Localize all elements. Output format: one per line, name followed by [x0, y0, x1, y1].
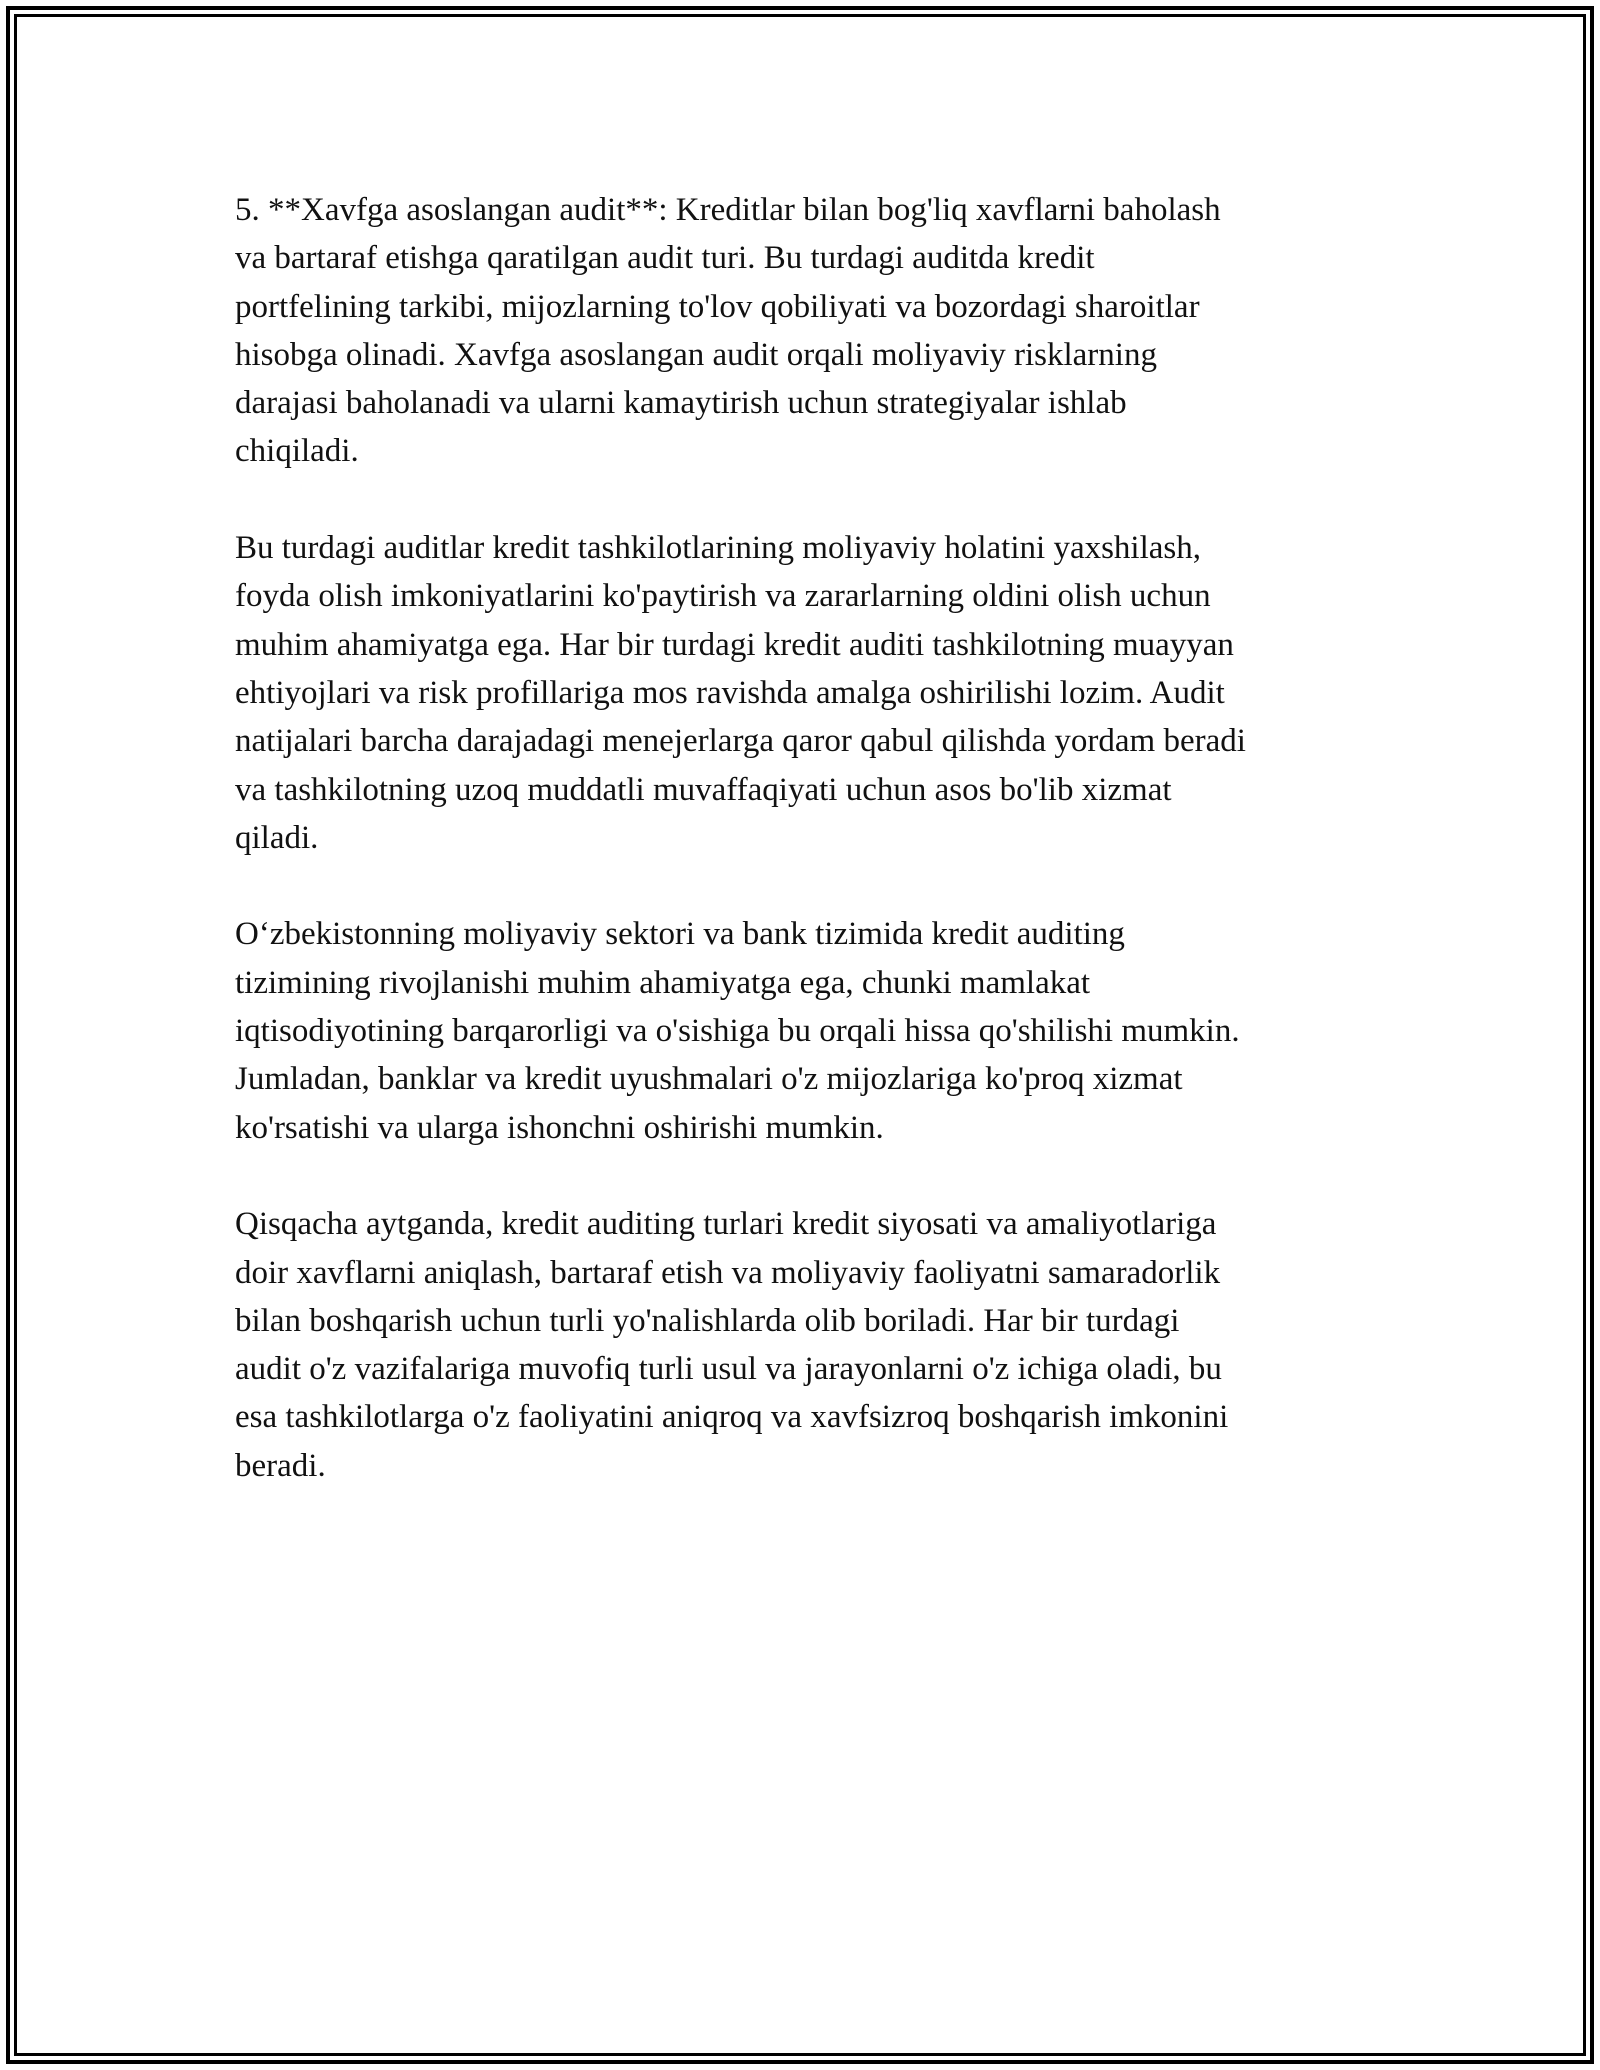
paragraph-risk-based-audit: 5. **Xavfga asoslangan audit**: Kreditlar bilan bog'liq xavflarni baholash va bartaraf etishga qaratilgan audit turi. Bu turdagi auditda kredit portfelining tarkibi, mijozlarning to'lov qobiliyati va bozordagi sharoitlar hisobga olinadi. Xavfga asoslangan audit orqali moliyaviy risklarning darajasi baholanadi va ularni kamaytirish uchun strategiyalar ishlab chiqiladi.	[235, 192, 1221, 470]
paragraph-uzbekistan-sector: O‘zbekistonning moliyaviy sektori va bank tizimida kredit auditing tizimining rivojlanishi muhim ahamiyatga ega, chunki mamlakat iqtisodiyotining barqarorligi va o'sishiga bu orqali hissa qo'shilishi mumkin. Jumladan, banklar va kredit uyushmalari o'z mijozlariga ko'proq xizmat ko'rsatishi va ularga ishonchni oshirishi mumkin.	[235, 916, 1240, 1146]
paragraph-audit-importance: Bu turdagi auditlar kredit tashkilotlarining moliyaviy holatini yaxshilash, foyda olish imkoniyatlarini ko'paytirish va zararlarning oldini olish uchun muhim ahamiyatga ega. Har bir turdagi kredit auditi tashkilotning muayyan ehtiyojlari va risk profillariga mos ravishda amalga oshirilishi lozim. Audit natijalari barcha darajadagi menejerlarga qaror qabul qilishda yordam beradi va tashkilotning uzoq muddatli muvaffaqiyati uchun asos bo'lib xizmat qiladi.	[235, 530, 1246, 856]
document-body	[235, 186, 1365, 1538]
paragraph-summary: Qisqacha aytganda, kredit auditing turlari kredit siyosati va amaliyotlariga doir xavflarni aniqlash, bartaraf etish va moliyaviy faoliyatni samaradorlik bilan boshqarish uchun turli yo'nalishlarda olib boriladi. Har bir turdagi audit o'z vazifalariga muvofiq turli usul va jarayonlarni o'z ichiga oladi, bu esa tashkilotlarga o'z faoliyatini aniqroq va xavfsizroq boshqarish imkonini beradi.	[235, 1206, 1229, 1484]
